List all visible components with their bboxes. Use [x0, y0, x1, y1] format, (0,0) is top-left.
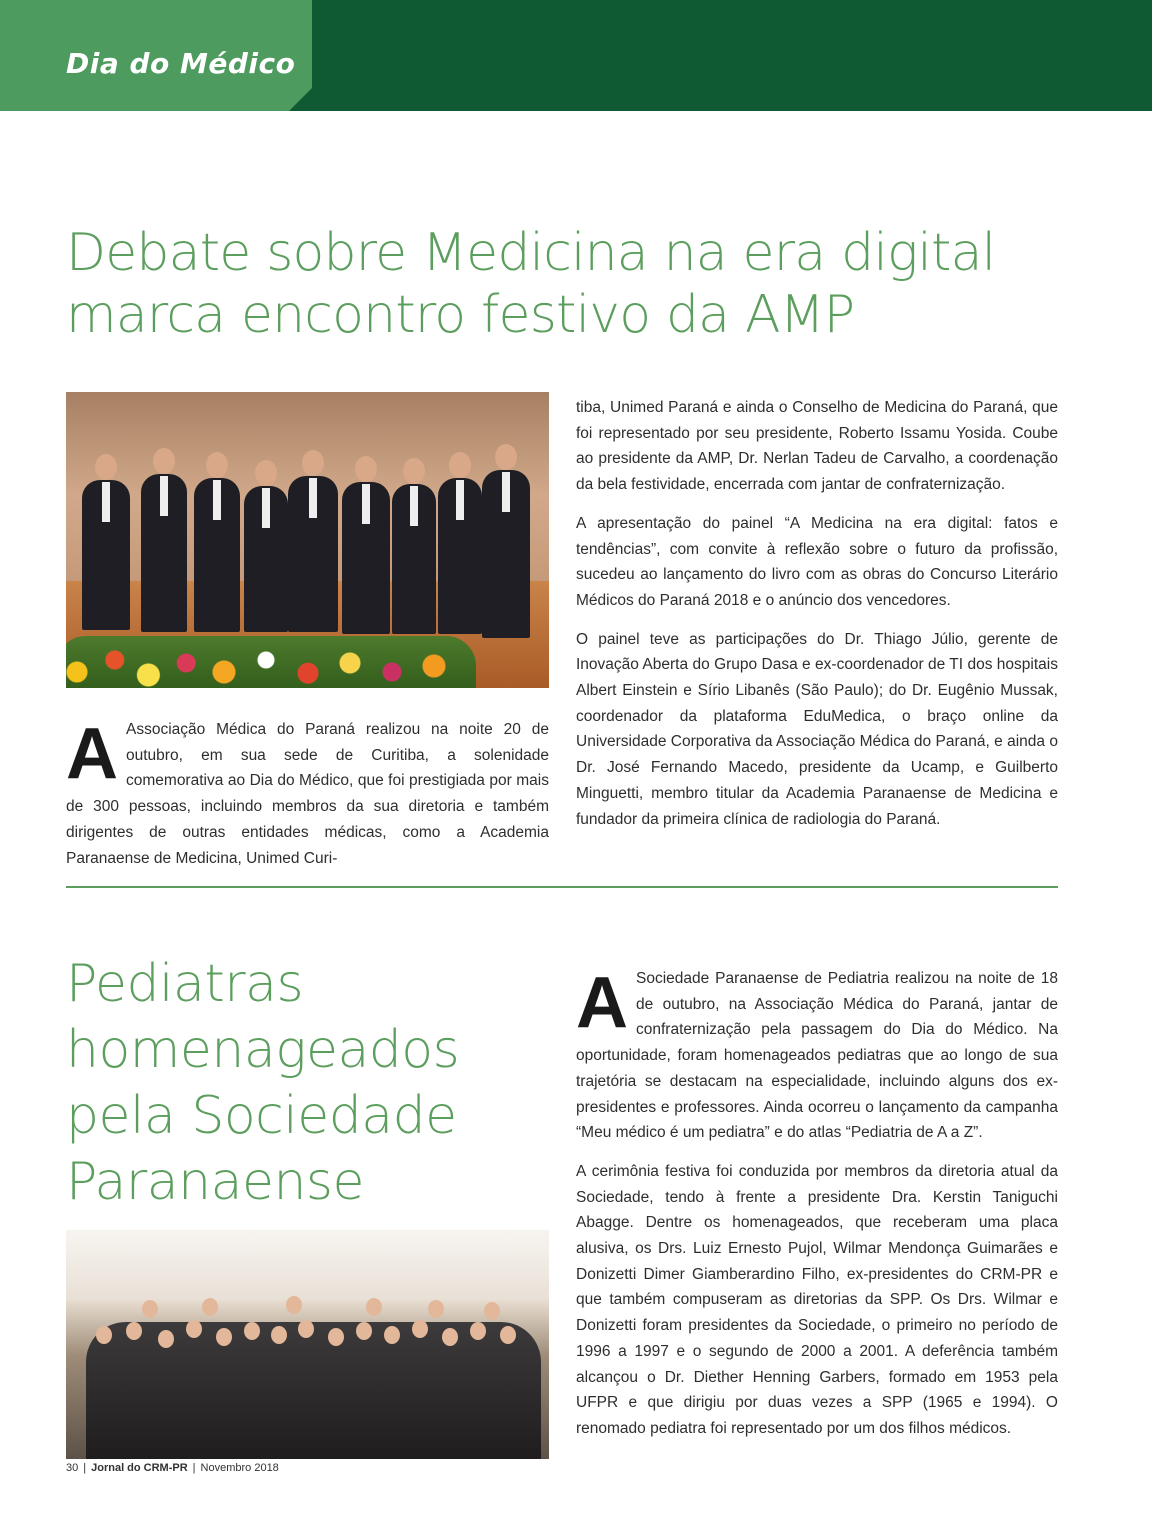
face	[96, 1326, 112, 1344]
article-1-headline	[66, 222, 995, 346]
article-2-headline	[66, 951, 459, 1215]
section-divider	[66, 886, 1058, 888]
flower-arrangement	[66, 636, 476, 688]
amp-group-photo	[66, 392, 549, 688]
face	[186, 1320, 202, 1338]
person-figure	[244, 486, 288, 632]
face	[442, 1328, 458, 1346]
face	[202, 1298, 218, 1316]
article-2-intro-paragraph	[576, 963, 1058, 1146]
face	[271, 1326, 287, 1344]
publication-name: Jornal do CRM-PR	[91, 1462, 188, 1474]
face	[470, 1322, 486, 1340]
face	[500, 1326, 516, 1344]
paragraph-text: Associação Médica do Paraná realizou na noite 20 de outubro, em sua sede de Curitiba, a solenidade comemorativa ao Dia do Médico, que foi prestigiada por mais de 300 pessoas, incluindo membros da sua diretoria e também dirigentes de outras entidades médicas, como a Academia Paranaense de Medicina, Unimed Curi-	[66, 721, 549, 867]
person-figure	[342, 482, 390, 634]
face	[484, 1302, 500, 1320]
headline-line: Paranaense	[66, 1152, 364, 1212]
paragraph-text: Sociedade Paranaense de Pediatria realizou na noite de 18 de outubro, na Associação Médica do Paraná, jantar de confraternização pela passagem do Dia do Médico. Na oportunidade, foram homenageados pediatras que ao longo de sua trajetória se destacam na especialidade, incluindo alguns dos ex-presidentes e professores. Ainda ocorreu o lançamento da campanha “Meu médico é um pediatra” e do atlas “Pediatria de A a Z”.	[576, 970, 1058, 1142]
headline-line: pela Sociedade	[66, 1086, 457, 1146]
article-1-left-column	[66, 714, 549, 884]
issue-date: Novembro 2018	[200, 1462, 279, 1474]
person-figure	[82, 480, 130, 630]
face	[244, 1322, 260, 1340]
headline-line: Pediatras	[66, 954, 304, 1014]
headline-line: marca encontro festivo da AMP	[66, 285, 855, 345]
article-2-column	[576, 963, 1058, 1455]
person-figure	[194, 478, 240, 632]
ceiling	[66, 1230, 549, 1300]
face	[126, 1322, 142, 1340]
article-1-right-column	[576, 395, 1058, 845]
paragraph: A cerimônia festiva foi conduzida por membros da diretoria atual da Sociedade, tendo à frente a presidente Dra. Kerstin Taniguchi Abagge. Dentre os homenageados, que receberam uma placa alusiva, os Drs. Luiz Ernesto Pujol, Wilmar Mendonça Guimarães e Donizetti Dimer Giamberardino Filho, ex-presidentes do CRM-PR e que também compuseram as diretorias da SPP. Os Drs. Wilmar e Donizetti foram presidentes da Sociedade, o primeiro no período de 1996 a 1997 e o segundo de 2000 a 2001. A deferência também alcançou o Dr. Diether Henning Garbers, formado em 1953 pela UFPR e que dirigiu por duas vezes a SPP (1965 e 1994). O renomado pediatra foi representado por um dos filhos médicos.	[576, 1162, 1058, 1437]
face	[356, 1322, 372, 1340]
paragraph: O painel teve as participações do Dr. Thiago Júlio, gerente de Inovação Aberta do Grupo Dasa e ex-coordenador de TI dos hospitais Albert Einstein e Sírio Libanês (São Paulo); do Dr. Eugênio Mussak, coordenador da plataforma EduMedica, o braço online da Universidade Corporativa da Associação Médica do Paraná, e ainda o Dr. José Fernando Macedo, presidente da Ucamp, e Guilberto Minguetti, membro titular da Academia Paranaense de Medicina e fundador da primeira clínica de radiologia do Paraná.	[576, 630, 1058, 828]
person-figure	[392, 484, 436, 634]
face	[216, 1328, 232, 1346]
person-figure	[438, 478, 482, 634]
face	[298, 1320, 314, 1338]
face	[366, 1298, 382, 1316]
face	[142, 1300, 158, 1318]
face	[384, 1326, 400, 1344]
paragraph: A apresentação do painel “A Medicina na era digital: fatos e tendências”, com convite à reflexão sobre o futuro da profissão, sucedeu ao lançamento do livro com as obras do Concurso Literário Médicos do Paraná 2018 e o anúncio dos vencedores.	[576, 514, 1058, 609]
dropcap: A	[576, 963, 628, 1043]
dropcap: A	[66, 714, 118, 794]
headline-line: homenageados	[66, 1020, 460, 1080]
pediatricians-group-photo	[66, 1230, 549, 1459]
page-number: 30	[66, 1462, 79, 1474]
face	[428, 1300, 444, 1318]
face	[286, 1296, 302, 1314]
paragraph: tiba, Unimed Paraná e ainda o Conselho de Medicina do Paraná, que foi representado por seu presidente, Roberto Issamu Yosida. Coube ao presidente da AMP, Dr. Nerlan Tadeu de Carvalho, a coordenação da bela festividade, encerrada com jantar de confraternização.	[576, 399, 1058, 494]
page-footer: 30 | Jornal do CRM-PR | Novembro 2018	[66, 1462, 279, 1474]
person-figure	[288, 476, 338, 632]
face	[328, 1328, 344, 1346]
headline-line: Debate sobre Medicina na era digital	[66, 223, 996, 283]
person-figure	[141, 474, 187, 632]
crowd	[86, 1322, 541, 1459]
face	[412, 1320, 428, 1338]
section-label: Dia do Médico	[66, 47, 296, 80]
article-1-intro-paragraph	[66, 714, 549, 871]
face	[158, 1330, 174, 1348]
person-figure	[482, 470, 530, 638]
